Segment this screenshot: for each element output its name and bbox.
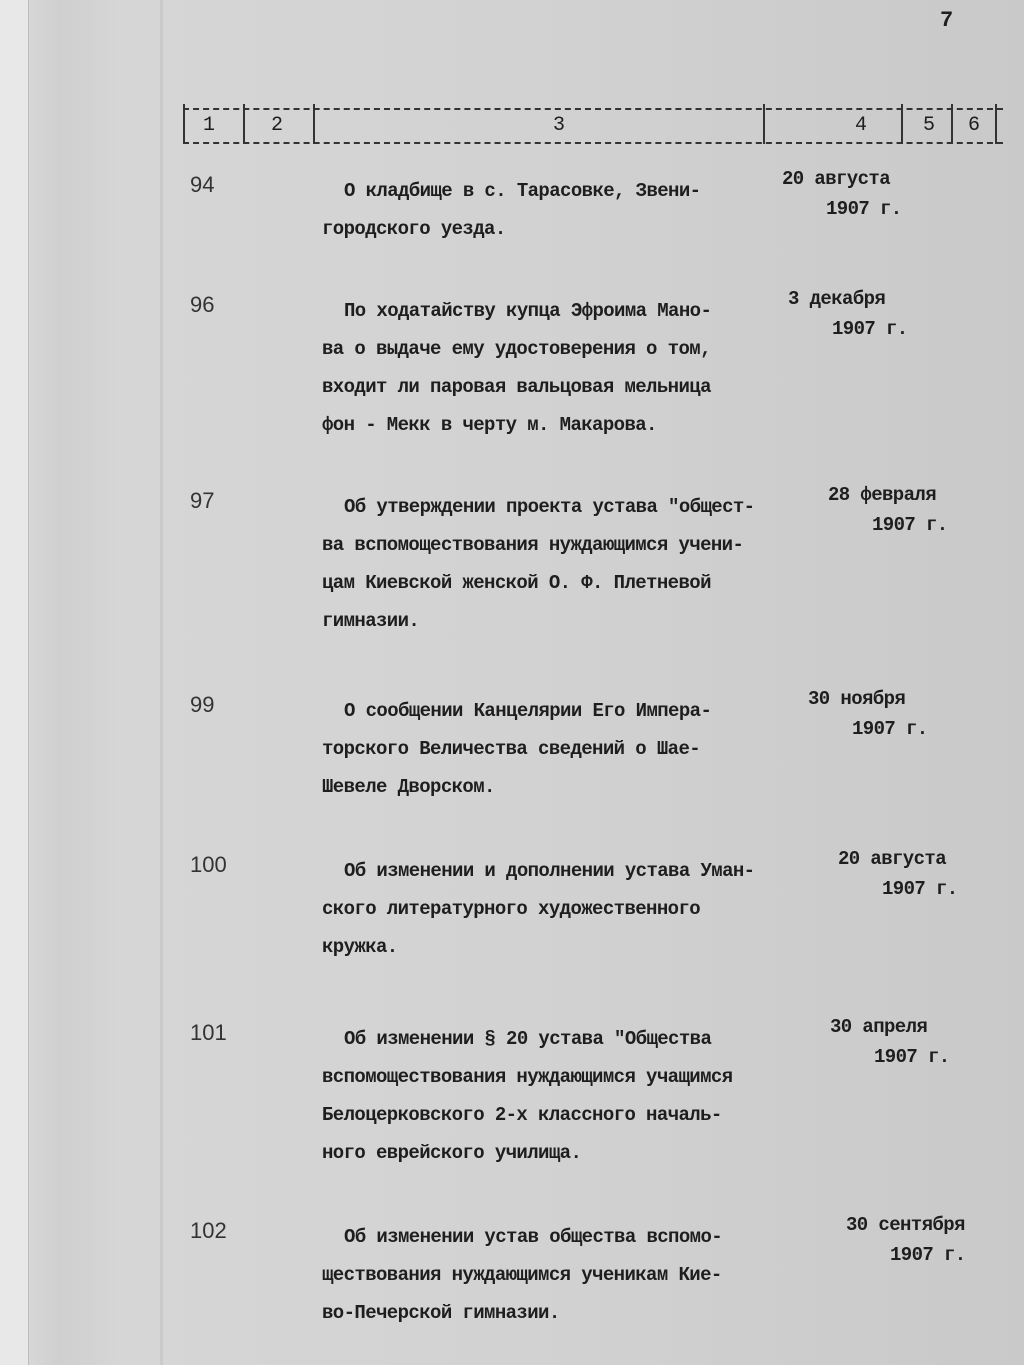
table-header (183, 108, 1003, 144)
entry-title-line: городского уезда. (322, 218, 506, 240)
entry-title (322, 292, 792, 444)
entry-date-year: 1907 г. (826, 198, 902, 220)
entry-title-line: вспомоществования нуждающимся учащимся (322, 1066, 733, 1088)
entry-title-line: торского Величества сведений о Шае- (322, 738, 701, 760)
entry-title-line: Белоцерковского 2-х классного началь- (322, 1104, 722, 1126)
entry-title (322, 1020, 792, 1172)
header-col-5: 5 (923, 114, 936, 137)
entry-title-line: О кладбище в с. Тарасовке, Звени- (344, 180, 701, 202)
entry-title-line: Об изменении и дополнении устава Уман- (344, 860, 755, 882)
entry-title-line: ного еврейского училища. (322, 1142, 582, 1164)
entry-title-line: Об изменении § 20 устава "Общества (344, 1028, 712, 1050)
entry-title-line: Об изменении устав общества вспомо- (344, 1226, 723, 1248)
header-col-4: 4 (855, 114, 868, 137)
entry-title-line: цам Киевской женской О. Ф. Плетневой (322, 572, 711, 594)
entry-title-line: О сообщении Канцелярии Его Импера- (344, 700, 712, 722)
entry-title-line: Шевеле Дворском. (322, 776, 495, 798)
entry-title-line: входит ли паровая вальцовая мельница (322, 376, 711, 398)
entry-title-line: во-Печерской гимназии. (322, 1302, 560, 1324)
entry-title-line: Об утверждении проекта устава "общест- (344, 496, 755, 518)
entry-date-year: 1907 г. (890, 1244, 966, 1266)
entry-date-year: 1907 г. (832, 318, 908, 340)
header-col-1: 1 (203, 114, 216, 137)
entry-number: 102 (190, 1218, 227, 1243)
entry-number: 96 (190, 292, 215, 317)
entry-title (322, 172, 792, 248)
entry-title-line: ского литературного художественного (322, 898, 701, 920)
header-col-3: 3 (553, 114, 566, 137)
entry-title-line: фон - Мекк в черту м. Макарова. (322, 414, 657, 436)
entry-title-line: По ходатайству купца Эфроима Мано- (344, 300, 712, 322)
entry-title (322, 692, 792, 806)
entry-title-line: ва вспомоществования нуждающимся учени- (322, 534, 744, 556)
entry-date (838, 844, 958, 904)
entry-date (788, 284, 908, 344)
entry-title-line: ществования нуждающимся ученикам Кие- (322, 1264, 722, 1286)
entry-date (828, 480, 948, 540)
entry-date-year: 1907 г. (872, 514, 948, 536)
header-col-6: 6 (968, 114, 981, 137)
entry-number: 97 (190, 488, 215, 513)
entry-date-day: 20 августа (838, 848, 947, 870)
entry-number: 99 (190, 692, 215, 717)
entry-date-year: 1907 г. (874, 1046, 950, 1068)
header-col-2: 2 (271, 114, 284, 137)
entry-date-year: 1907 г. (852, 718, 928, 740)
entry-date (846, 1210, 966, 1270)
entry-date-day: 30 сентября (846, 1214, 965, 1236)
entry-title-line: гимназии. (322, 610, 420, 632)
entry-date (808, 684, 928, 744)
page-number: 7 (940, 8, 954, 33)
entry-date-day: 3 декабря (788, 288, 886, 310)
entry-date (782, 164, 902, 224)
entry-title (322, 1218, 792, 1332)
page-fold (160, 0, 163, 1365)
entry-date-day: 30 ноября (808, 688, 906, 710)
entry-title (322, 852, 792, 966)
entry-date-day: 28 февраля (828, 484, 937, 506)
entry-date-year: 1907 г. (882, 878, 958, 900)
entry-date-day: 20 августа (782, 168, 891, 190)
entry-number: 100 (190, 852, 227, 877)
entry-title-line: ва о выдаче ему удостоверения о том, (322, 338, 711, 360)
entry-date-day: 30 апреля (830, 1016, 928, 1038)
entry-number: 101 (190, 1020, 227, 1045)
entry-title-line: кружка. (322, 936, 398, 958)
binding-edge (0, 0, 29, 1365)
entry-number: 94 (190, 172, 215, 197)
entry-title (322, 488, 792, 640)
entry-date (830, 1012, 950, 1072)
